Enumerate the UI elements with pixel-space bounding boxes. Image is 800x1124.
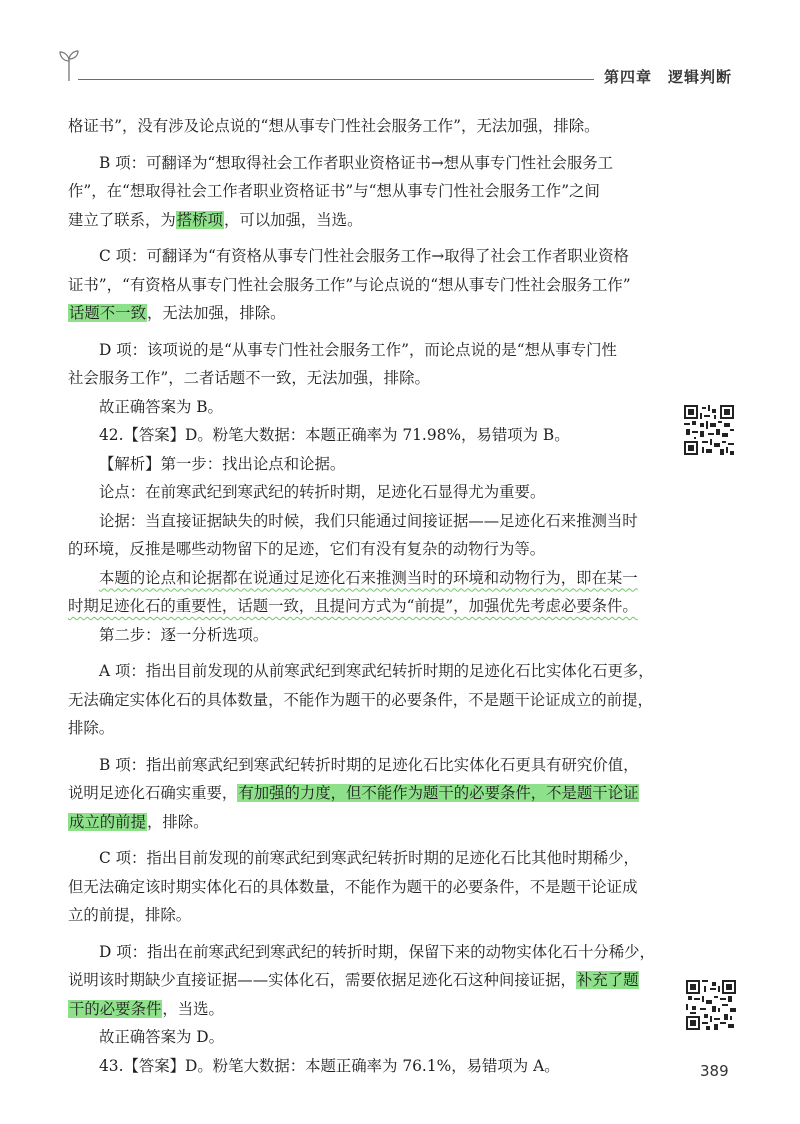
highlighted-text: 有加强的力度，但不能作为题干的必要条件，不是题干论证 (238, 784, 639, 802)
text-line: 格证书”，没有涉及论点说的“想从事专门性社会服务工作”，无法加强，排除。 (68, 117, 600, 135)
text-line: 故正确答案为 B。 (99, 397, 223, 416)
text-line: D 项：该项说的是“从事专门性社会服务工作”，而论点说的是“想从事专门性 (99, 340, 617, 359)
wavy-underlined-text: 本题的论点和论据都在说通过足迹化石来推测当时的环境和动物行为，即在某一 (99, 568, 638, 587)
text-line: 立的前提，排除。 (68, 906, 192, 924)
text-line (68, 206, 660, 235)
text-span: 说明该时期缺少直接证据——实体化石，需要依据足迹化石这种间接证据， (68, 971, 576, 989)
chapter-heading (604, 66, 732, 87)
text-span: ，可以加强，当选。 (223, 210, 363, 229)
text-span: ，无法加强，排除。 (146, 304, 286, 322)
text-line: 论点：在前寒武纪到寒武纪的转折时期，足迹化石显得尤为重要。 (99, 483, 546, 501)
text-line: 【解析】第一步：找出论点和论据。 (99, 454, 346, 473)
chapter-number: 第四章 (604, 68, 653, 86)
text-line (68, 299, 660, 328)
text-line: 无法确定实体化石的具体数量，不能作为题干的必要条件，不是题干论证成立的前提， (68, 690, 653, 709)
text-line (68, 995, 660, 1024)
highlighted-text: 搭桥项 (176, 210, 223, 229)
text-line: B 项：可翻译为“想取得社会工作者职业资格证书→想从事专门性社会服务工 (99, 153, 614, 172)
header-rule (78, 79, 594, 80)
text-line (68, 592, 660, 621)
text-line: 证书”，“有资格从事专门性社会服务工作”与论点说的“想从事专门性社会服务工作” (68, 275, 631, 294)
text-line: 故正确答案为 D。 (99, 1028, 224, 1046)
page-content (68, 112, 660, 1080)
qr-code-icon[interactable] (684, 405, 734, 455)
highlighted-text: 话题不一致 (69, 304, 146, 322)
text-span: ，排除。 (146, 812, 209, 831)
page-header (0, 0, 800, 100)
text-line: 第二步：逐一分析选项。 (99, 625, 269, 644)
text-line: C 项：可翻译为“有资格从事专门性社会服务工作→取得了社会工作者职业资格 (99, 247, 629, 265)
text-line: 论据：当直接证据缺失的时候，我们只能通过间接证据——足迹化石来推测当时 (99, 511, 638, 530)
answer-line: 42.【答案】D。粉笔大数据：本题正确率为 71.98%，易错项为 B。 (99, 426, 570, 444)
wavy-underlined-text: 时期足迹化石的重要性，话题一致，且提问方式为“前提”，加强优先考虑必要条件。 (68, 597, 638, 615)
text-line: D 项：指出在前寒武纪到寒武纪的转折时期，保留下来的动物实体化石十分稀少， (99, 942, 655, 961)
text-line: 的环境，反推是哪些动物留下的足迹，它们有没有复杂的动物行为等。 (68, 540, 546, 558)
text-line (68, 779, 660, 808)
text-span: 建立了联系，为 (68, 210, 176, 229)
highlighted-text: 干的必要条件 (69, 999, 162, 1018)
sprout-icon (58, 48, 80, 82)
text-line: 排除。 (68, 719, 115, 737)
text-line: 作”，在“想取得社会工作者职业资格证书”与“想从事专门性社会服务工作”之间 (68, 182, 600, 200)
highlighted-text: 成立的前提 (69, 812, 146, 831)
text-line: B 项：指出前寒武纪到寒武纪转折时期的足迹化石比实体化石更具有研究价值， (99, 755, 639, 774)
highlighted-text: 补充了题 (576, 971, 639, 989)
qr-code-icon[interactable] (686, 980, 736, 1030)
text-span: ，当选。 (162, 999, 224, 1018)
text-line (68, 564, 660, 593)
chapter-title: 逻辑判断 (668, 68, 733, 86)
text-line: 社会服务工作”，二者话题不一致，无法加强，排除。 (68, 369, 430, 387)
text-line (68, 966, 660, 995)
page-number: 389 (700, 1062, 729, 1080)
text-line: A 项：指出目前发现的从前寒武纪到寒武纪转折时期的足迹化石比实体化石更多， (99, 662, 654, 680)
text-span: 说明足迹化石确实重要， (68, 784, 238, 802)
answer-line: 43.【答案】D。粉笔大数据：本题正确率为 76.1%，易错项为 A。 (99, 1056, 560, 1075)
text-line: 但无法确定该时期实体化石的具体数量，不能作为题干的必要条件，不是题干论证成 (68, 877, 638, 896)
text-line: C 项：指出目前发现的前寒武纪到寒武纪转折时期的足迹化石比其他时期稀少， (99, 849, 639, 867)
text-line (68, 808, 660, 837)
